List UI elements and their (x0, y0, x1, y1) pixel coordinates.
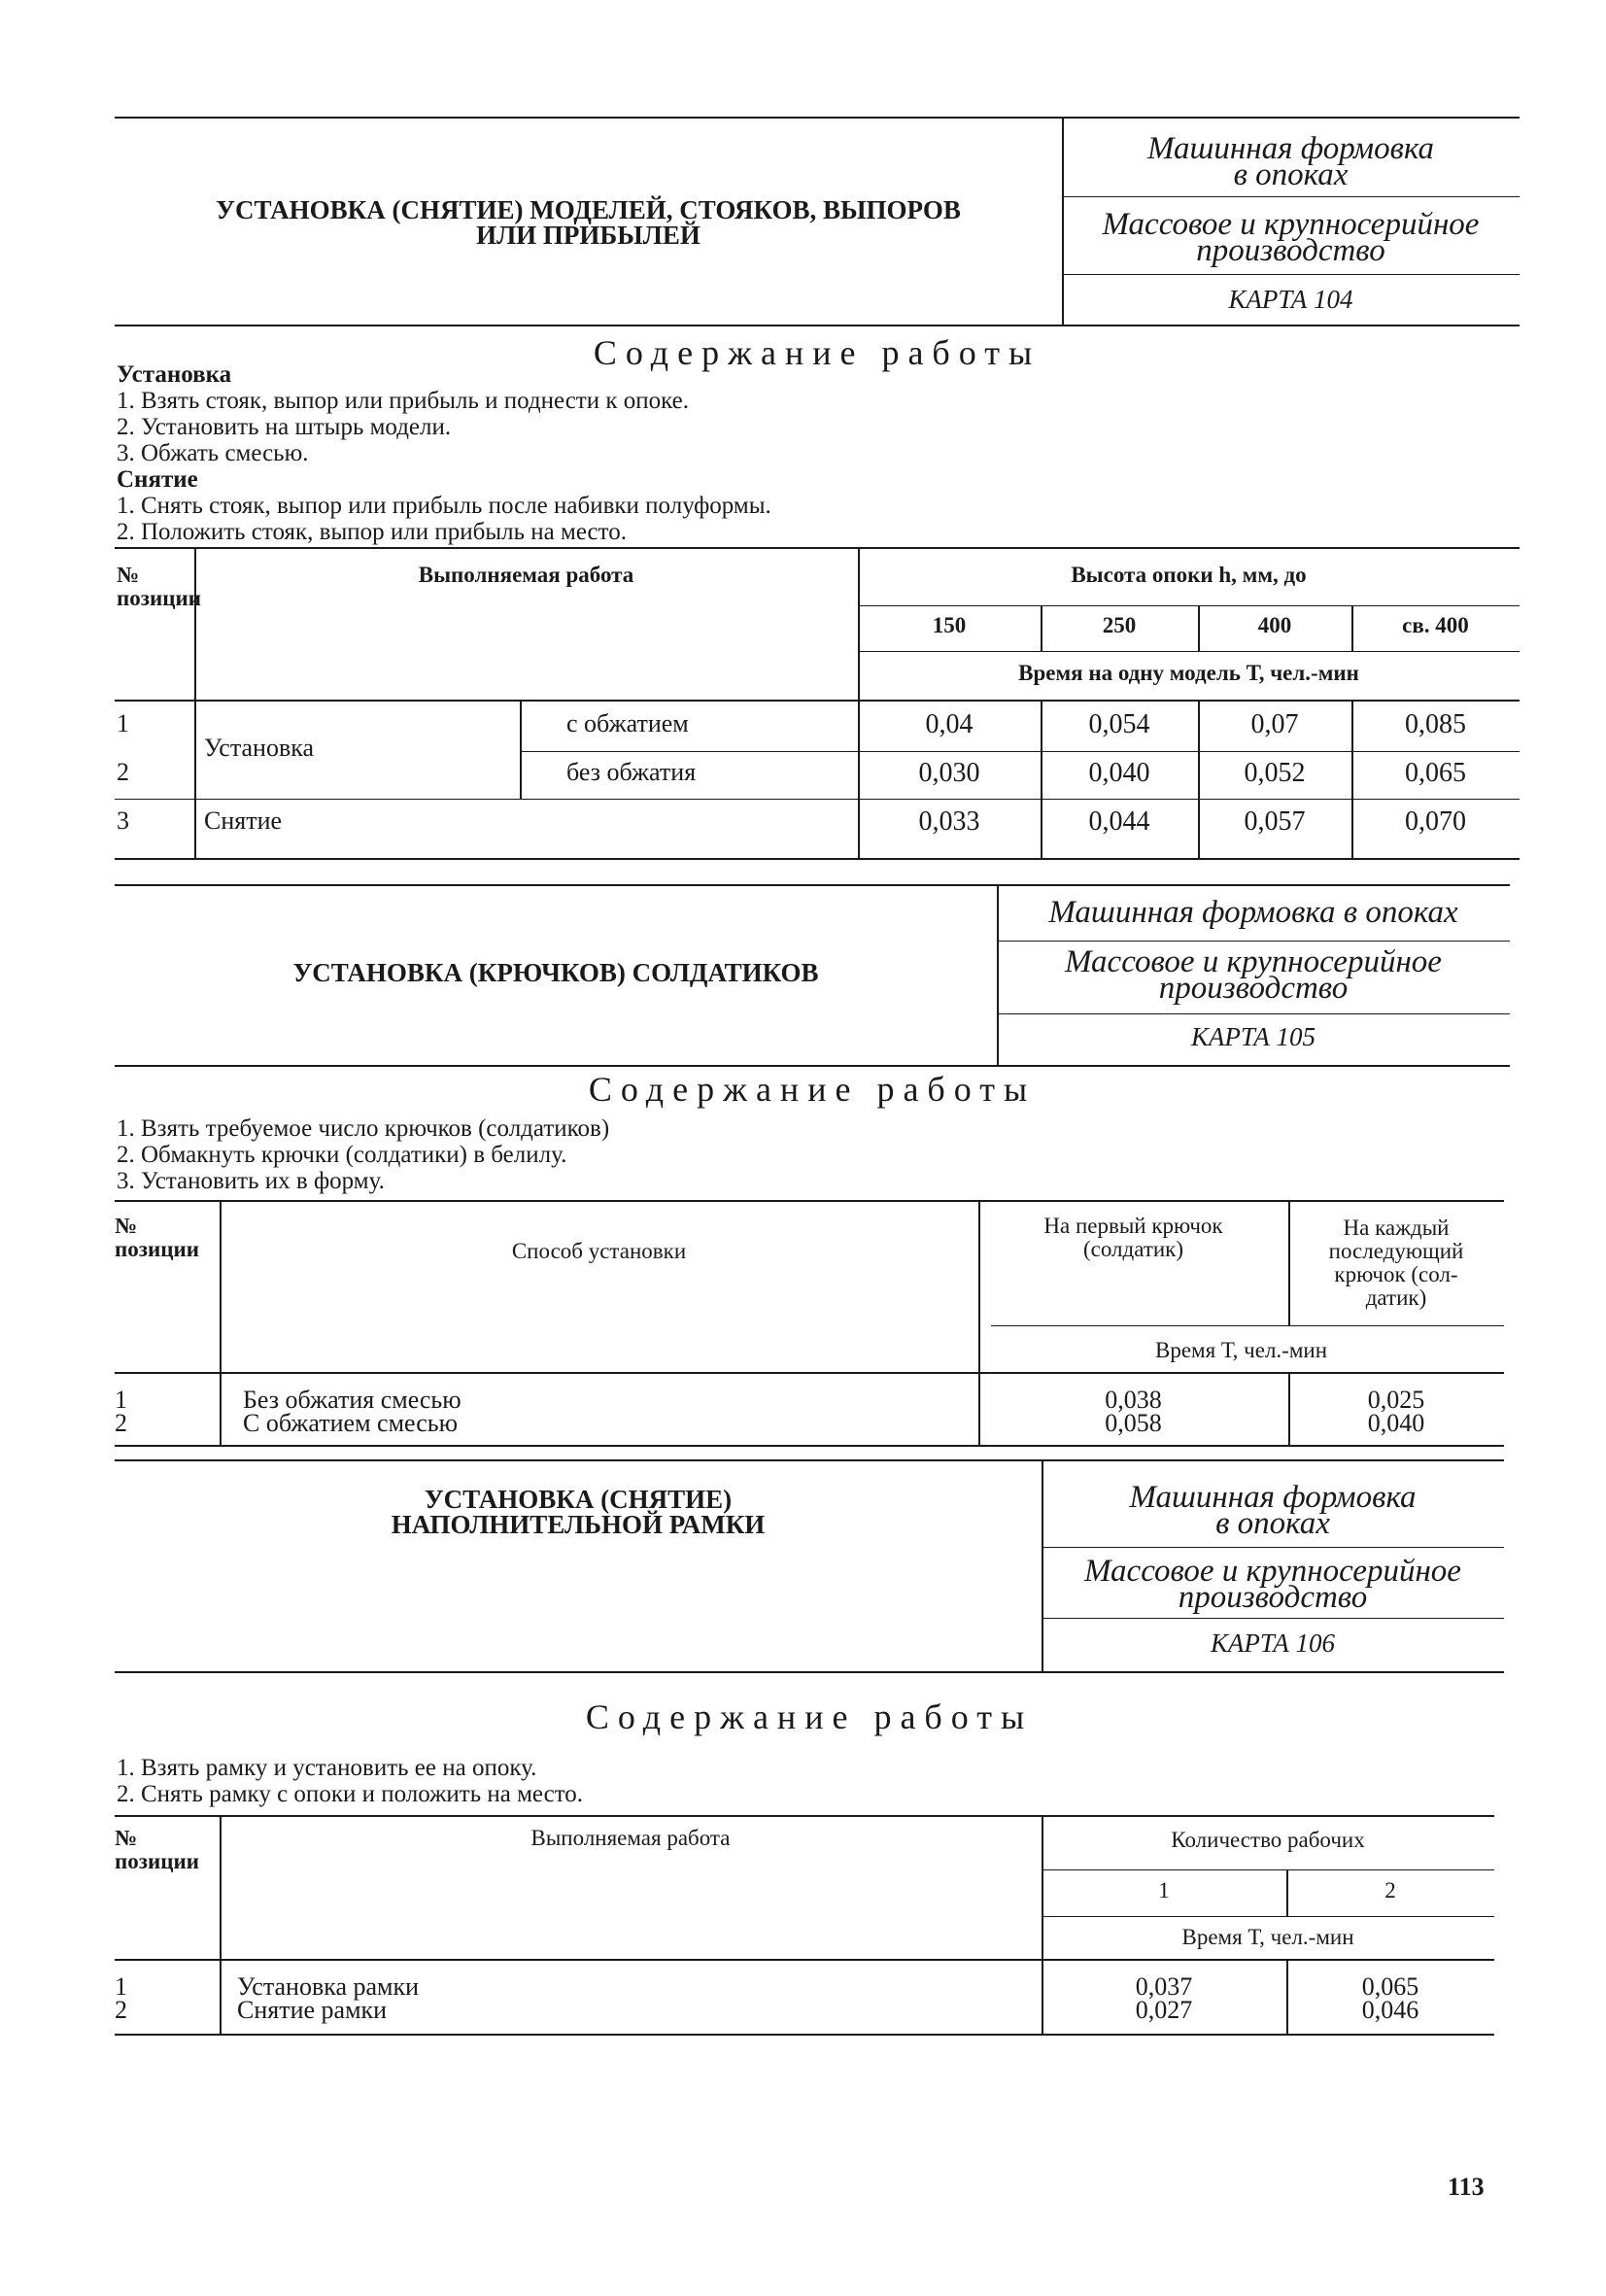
column-header-method: Способ установки (511, 1239, 687, 1263)
card-title: УСТАНОВКА (СНЯТИЕ) НАПОЛНИТЕЛЬНОЙ РАМКИ (391, 1485, 766, 1539)
row-work: Установка рамки (237, 1972, 420, 2001)
height-400: 400 (1257, 613, 1292, 637)
content-line: 2. Положить стояк, выпор или прибыль на место. (117, 519, 627, 545)
time-value: 0,085 (1405, 709, 1466, 739)
time-value: 0,040 (1367, 1409, 1425, 1437)
row-position: 2 (117, 758, 129, 786)
content-line: 2. Снять рамку с опоки и положить на место. (117, 1781, 584, 1807)
workers-1: 1 (1158, 1878, 1170, 1902)
content-line: 1. Взять рамку и установить ее на опоку. (117, 1755, 537, 1781)
content-line: 2. Установить на штырь модели. (117, 414, 452, 440)
row-position: 1 (115, 1972, 127, 2001)
section-heading: Содержание работы (585, 1697, 1034, 1736)
row-subwork: с обжатием (566, 709, 689, 737)
time-value: 0,070 (1405, 806, 1466, 837)
time-value: 0,054 (1088, 709, 1150, 739)
content-subheading: Снятие (117, 466, 198, 493)
row-work: Установка (204, 734, 315, 762)
column-header-position: № позиции (115, 1214, 200, 1261)
time-value: 0,040 (1088, 758, 1150, 788)
time-value: 0,038 (1105, 1386, 1162, 1414)
column-header-workers: Количество рабочих (1171, 1828, 1365, 1852)
work-content (117, 361, 771, 545)
content-line: 3. Установить их в форму. (117, 1168, 385, 1194)
time-value: 0,065 (1405, 758, 1466, 788)
time-value: 0,033 (918, 806, 980, 837)
time-value: 0,07 (1250, 709, 1299, 739)
card-title: УСТАНОВКА (КРЮЧКОВ) СОЛДАТИКОВ (292, 958, 819, 987)
height-over-400: св. 400 (1402, 613, 1469, 637)
height-150: 150 (932, 613, 967, 637)
card-title: УСТАНОВКА (СНЯТИЕ) МОДЕЛЕЙ, СТОЯКОВ, ВЫПОРОВ ИЛИ ПРИБЫЛЕЙ (216, 195, 961, 250)
work-content (117, 1755, 583, 1807)
row-method: Без обжатия смесью (243, 1386, 461, 1414)
production-method: Машинная формовка в опоках (1048, 895, 1458, 930)
column-header-first: На первый крючок (солдатик) (1043, 1214, 1223, 1261)
time-value: 0,052 (1244, 758, 1306, 788)
card-number: КАРТА 105 (1191, 1022, 1316, 1051)
row-subwork: без обжатия (566, 758, 697, 786)
row-position: 2 (115, 1409, 127, 1437)
row-position: 1 (115, 1386, 127, 1414)
content-line: 2. Обмакнуть крючки (солдатики) в белилу. (117, 1142, 567, 1168)
section-heading: Содержание работы (588, 1070, 1037, 1109)
card-number: КАРТА 106 (1211, 1628, 1335, 1658)
row-position: 1 (117, 709, 129, 737)
column-header-height: Высота опоки h, мм, до (1071, 563, 1307, 587)
time-value: 0,030 (918, 758, 980, 788)
time-label: Время Т, чел.-мин (1154, 1338, 1327, 1362)
time-value: 0,037 (1135, 1972, 1193, 2001)
time-value: 0,025 (1367, 1386, 1425, 1414)
column-header-next: На каждый последующий крючок (сол- датик) (1328, 1216, 1464, 1310)
production-type: Массовое и крупносерийное производство (1065, 944, 1442, 1006)
content-subheading: Установка (117, 361, 232, 388)
production-type: Массовое и крупносерийное производство (1102, 207, 1480, 268)
content-line: 1. Взять стояк, выпор или прибыль и поднести к опоке. (117, 388, 690, 414)
column-header-work: Выполняемая работа (530, 1826, 731, 1850)
workers-2: 2 (1384, 1878, 1396, 1902)
row-work: Снятие рамки (237, 1996, 388, 2024)
time-value: 0,065 (1361, 1972, 1419, 2001)
time-value: 0,027 (1135, 1996, 1193, 2024)
height-250: 250 (1102, 613, 1137, 637)
section-heading: Содержание работы (593, 333, 1042, 372)
column-header-position: № позиции (117, 563, 202, 610)
content-line: 1. Взять требуемое число крючков (солдатиков) (117, 1115, 610, 1142)
page-number: 113 (1448, 2173, 1485, 2201)
row-work: Снятие (204, 806, 283, 835)
row-method: С обжатием смесью (243, 1409, 459, 1437)
column-header-position: № позиции (115, 1826, 200, 1873)
time-value: 0,046 (1361, 1996, 1419, 2024)
work-content (117, 1115, 609, 1194)
time-label: Время на одну модель Т, чел.-мин (1018, 661, 1359, 685)
time-value: 0,044 (1088, 806, 1150, 837)
time-value: 0,057 (1244, 806, 1306, 837)
content-line: 1. Снять стояк, выпор или прибыль после набивки полуформы. (117, 493, 771, 519)
row-position: 3 (117, 806, 129, 835)
production-type: Массовое и крупносерийное производство (1084, 1554, 1461, 1615)
content-line: 3. Обжать смесью. (117, 440, 309, 466)
production-method: Машинная формовка в опоках (1146, 131, 1435, 192)
time-label: Время Т, чел.-мин (1181, 1925, 1354, 1949)
column-header-work: Выполняемая работа (418, 563, 634, 587)
card-number: КАРТА 104 (1228, 285, 1353, 314)
row-position: 2 (115, 1996, 127, 2024)
time-value: 0,04 (925, 709, 974, 739)
production-method: Машинная формовка в опоках (1129, 1480, 1417, 1541)
time-value: 0,058 (1105, 1409, 1162, 1437)
